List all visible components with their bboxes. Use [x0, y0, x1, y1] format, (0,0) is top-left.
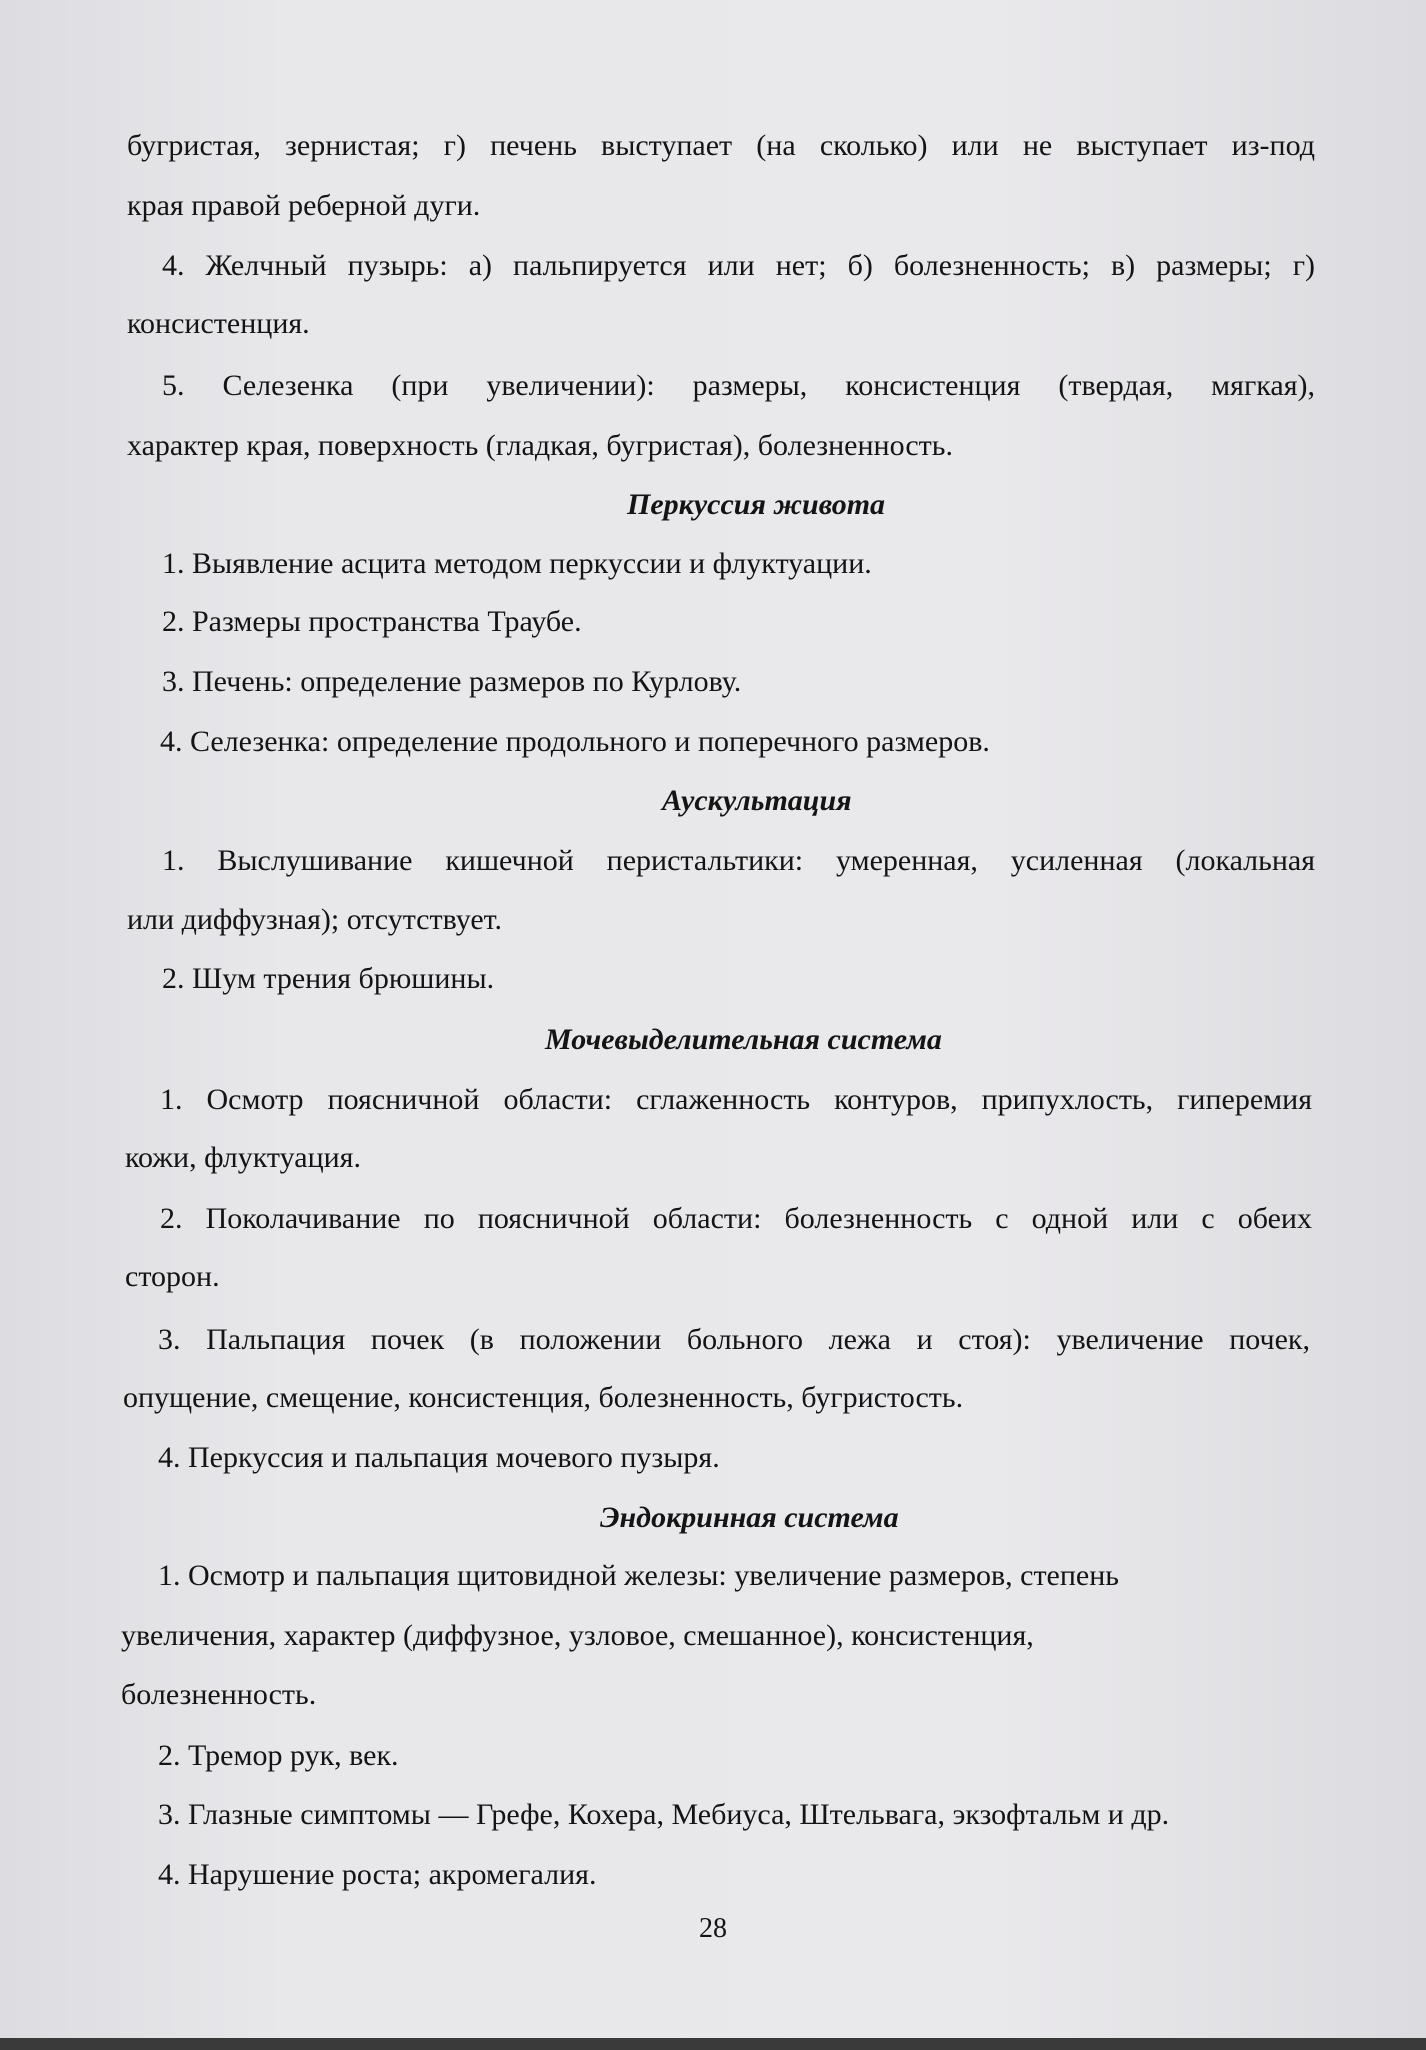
- section-heading: Перкуссия живота: [627, 488, 886, 521]
- text-line: опущение, смещение, консистенция, болезненность, бугристость.: [123, 1381, 964, 1414]
- text-line: увеличения, характер (диффузное, узловое, смешанное), консистенция,: [121, 1619, 1034, 1652]
- list-item: 2. Тремор рук, век.: [158, 1739, 399, 1772]
- section-heading: Эндокринная система: [600, 1501, 899, 1534]
- section-heading: Мочевыделительная система: [545, 1023, 942, 1056]
- list-item: 4. Селезенка: определение продольного и поперечного размеров.: [160, 725, 990, 758]
- text-line: болезненность.: [121, 1678, 317, 1711]
- page-number: 28: [699, 1913, 727, 1944]
- text-line: сторон.: [125, 1260, 220, 1293]
- text-line: кожи, флуктуация.: [125, 1141, 361, 1174]
- text-line: или диффузная); отсутствует.: [127, 903, 503, 936]
- scan-edge: [0, 2038, 1426, 2050]
- list-item: 5. Селезенка (при увеличении): размеры, консистенция (твердая, мягкая),: [162, 369, 1315, 402]
- text-line: края правой реберной дуги.: [127, 189, 481, 222]
- list-item: 2. Шум трения брюшины.: [162, 962, 495, 995]
- list-item: 2. Размеры пространства Траубе.: [162, 605, 582, 638]
- list-item: 4. Нарушение роста; акромегалия.: [158, 1858, 597, 1891]
- text-line: характер края, поверхность (гладкая, бугристая), болезненность.: [127, 429, 953, 462]
- list-item: 1. Выслушивание кишечной перистальтики: умеренная, усиленная (локальная: [162, 844, 1315, 877]
- text-line: бугристая, зернистая; г) печень выступает (на сколько) или не выступает из-под: [127, 129, 1315, 162]
- list-item: 3. Печень: определение размеров по Курлову.: [162, 665, 742, 698]
- list-item: 4. Желчный пузырь: а) пальпируется или нет; б) болезненность; в) размеры; г): [162, 249, 1315, 282]
- list-item: 4. Перкуссия и пальпация мочевого пузыря.: [158, 1441, 720, 1474]
- list-item: 1. Осмотр поясничной области: сглаженность контуров, припухлость, гиперемия: [160, 1083, 1312, 1116]
- list-item: 3. Пальпация почек (в положении больного лежа и стоя): увеличение почек,: [158, 1323, 1310, 1356]
- list-item: 3. Глазные симптомы — Грефе, Кохера, Мебиуса, Штельвага, экзофтальм и др.: [158, 1798, 1170, 1831]
- list-item: 2. Поколачивание по поясничной области: болезненность с одной или с обеих: [160, 1202, 1312, 1235]
- list-item: 1. Выявление асцита методом перкуссии и флуктуации.: [162, 547, 872, 580]
- section-heading: Аускультация: [662, 784, 852, 817]
- text-line: консистенция.: [127, 307, 310, 340]
- list-item: 1. Осмотр и пальпация щитовидной железы: увеличение размеров, степень: [158, 1559, 1119, 1592]
